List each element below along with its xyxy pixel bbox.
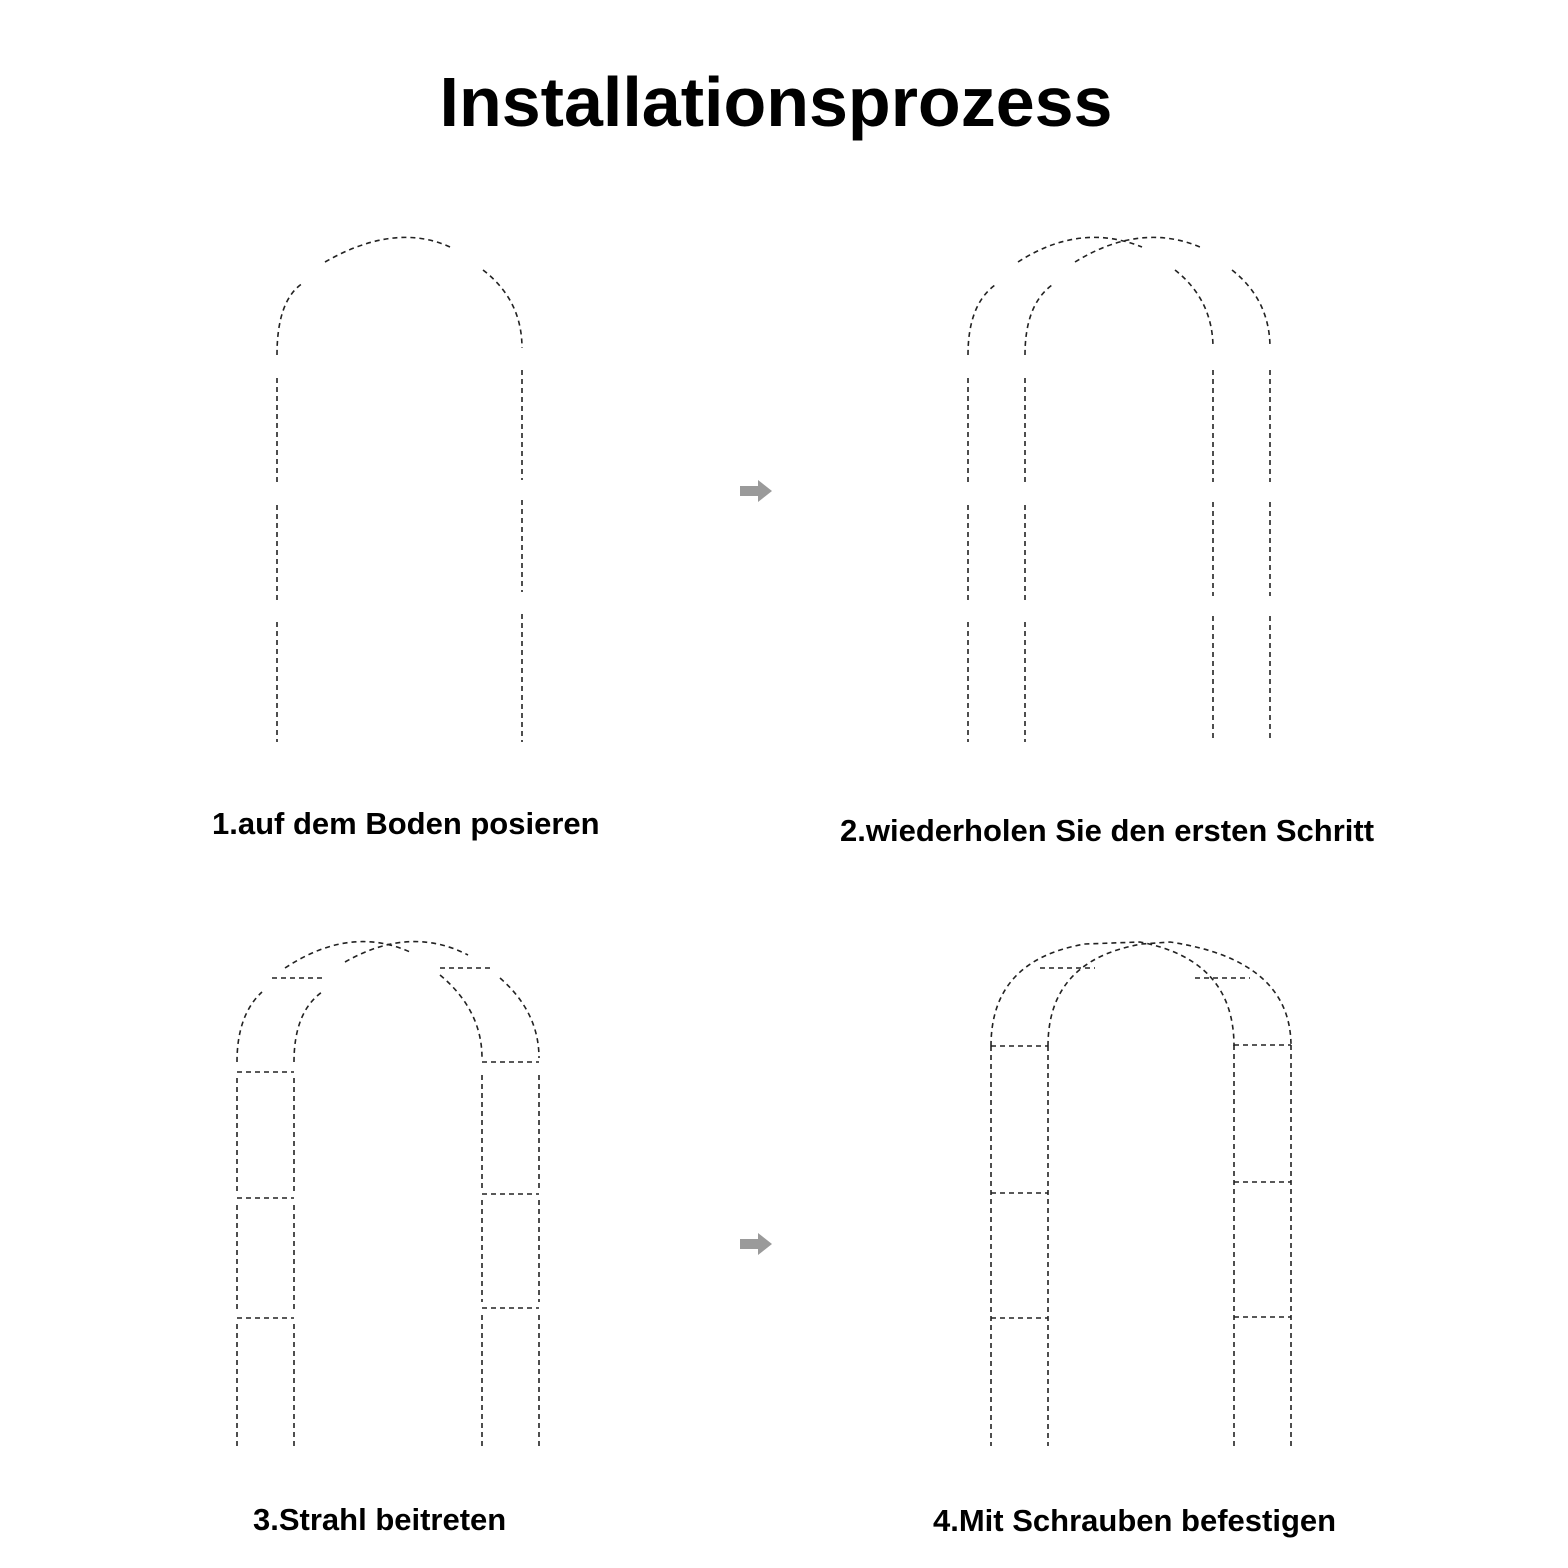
step-2-arches [968,237,1270,742]
step-1-caption: 1.auf dem Boden posieren [212,806,600,841]
step-4-fastened-arches [991,942,1291,1446]
page-title: Installationsprozess [439,63,1113,141]
step-3-caption: 3.Strahl beitreten [253,1502,507,1537]
step-4-caption: 4.Mit Schrauben befestigen [933,1503,1337,1538]
right-arrow-icon [738,1232,774,1256]
step-1-arch [277,237,522,742]
step-2-caption: 2.wiederholen Sie den ersten Schritt [840,813,1375,848]
step-3-arches-beams [237,942,539,1448]
right-arrow-icon [738,479,774,503]
